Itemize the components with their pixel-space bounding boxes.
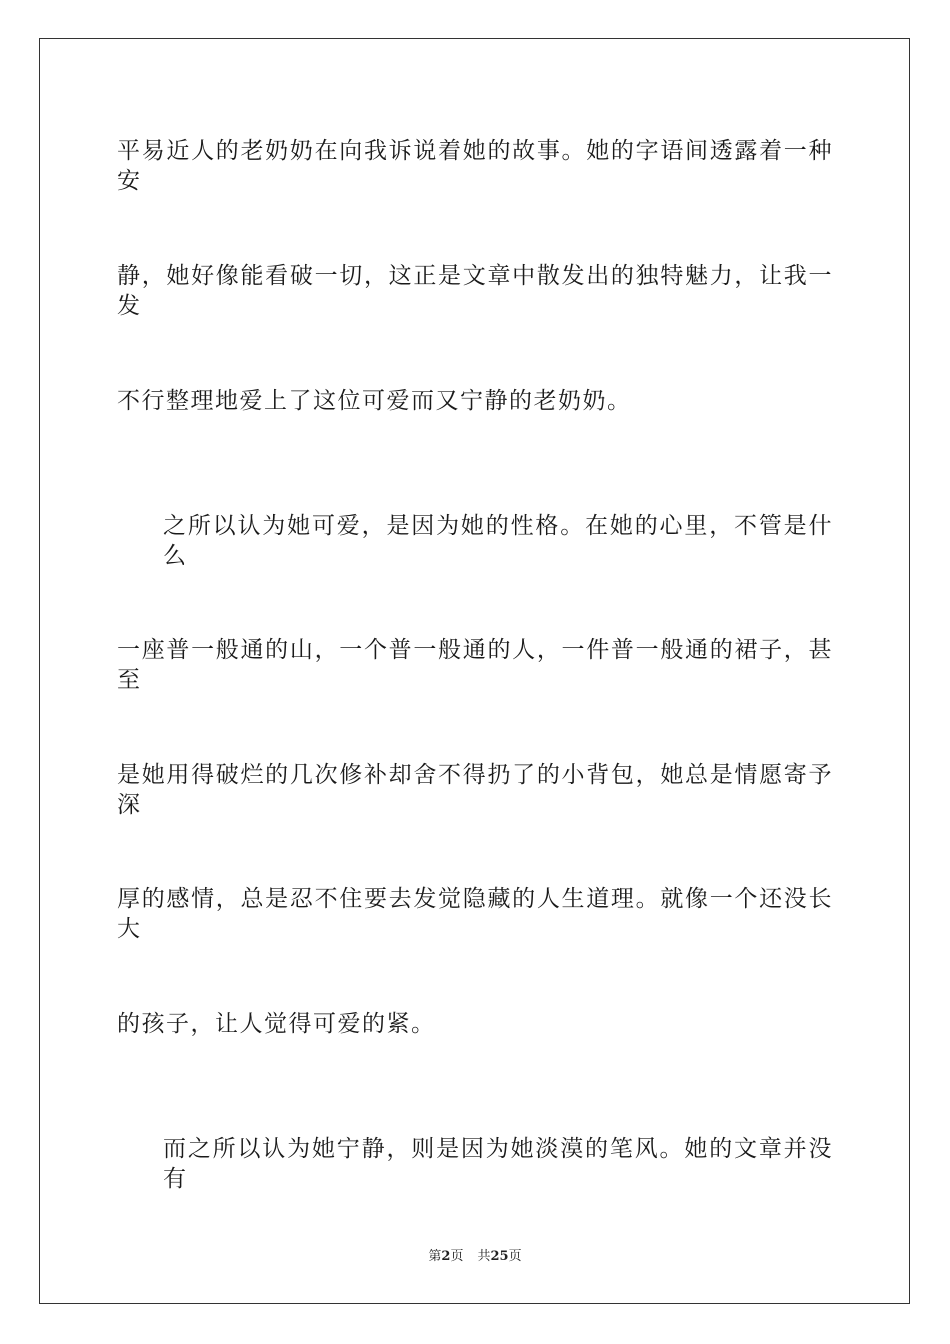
paragraph-line-8: 的孩子，让人觉得可爱的紧。 [117,1011,436,1037]
page-prefix: 第 [428,1249,442,1264]
paragraph-line-2: 静，她好像能看破一切，这正是文章中散发出的独特魅力，让我一发 [117,263,833,319]
page-footer [0,1248,950,1266]
page-border [39,38,910,1304]
paragraph-line-9: 而之所以认为她宁静，则是因为她淡漠的笔风。她的文章并没有 [163,1136,833,1192]
paragraph-line-4: 之所以认为她可爱，是因为她的性格。在她的心里，不管是什么 [163,513,833,569]
page-suffix: 页 [450,1249,464,1264]
page-number: 2 [441,1249,451,1264]
paragraph-line-6: 是她用得破烂的几次修补却舍不得扔了的小背包，她总是情愿寄予深 [117,762,833,818]
total-prefix: 共 [477,1249,491,1264]
paragraph-line-1: 平易近人的老奶奶在向我诉说着她的故事。她的字语间透露着一种安 [117,138,833,194]
paragraph-line-5: 一座普一般通的山，一个普一般通的人，一件普一般通的裙子，甚至 [117,637,833,693]
total-suffix: 页 [508,1249,522,1264]
paragraph-line-3: 不行整理地爱上了这位可爱而又宁静的老奶奶。 [117,388,632,414]
paragraph-line-7: 厚的感情，总是忍不住要去发觉隐藏的人生道理。就像一个还没长大 [117,886,833,942]
total-pages: 25 [490,1249,509,1264]
